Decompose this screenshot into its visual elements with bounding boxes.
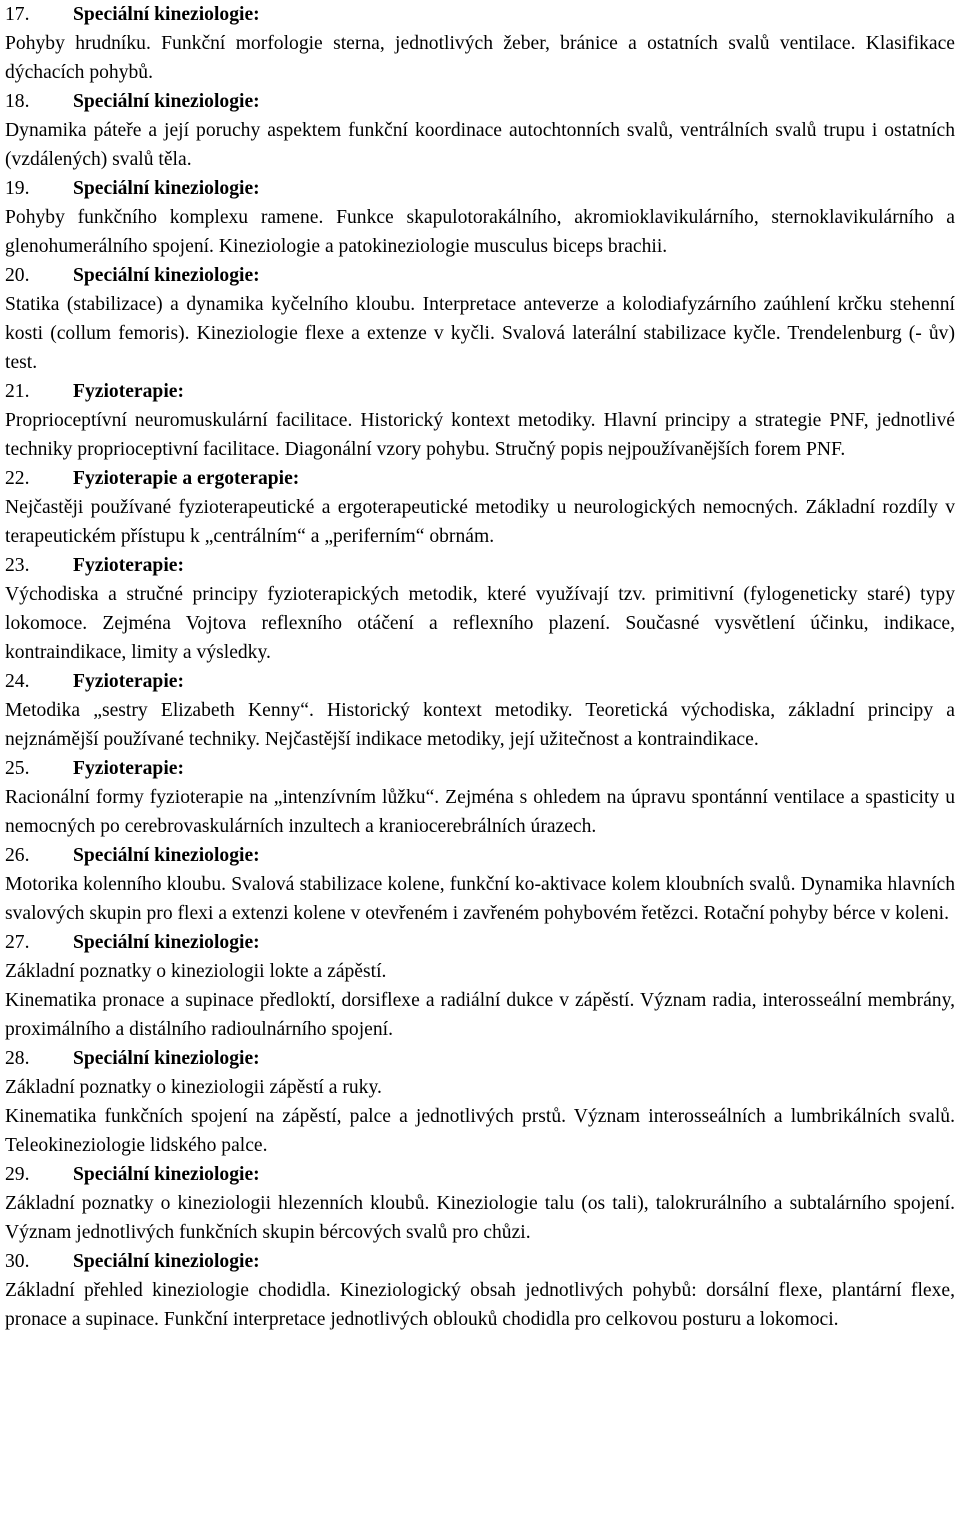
topic-description: Základní poznatky o kineziologii hlezenních kloubů. Kineziologie talu (os tali), talokrurálního a subtalárního spojení. Význam jednotlivých funkčních skupin bércových svalů pro chůzi.: [5, 1193, 955, 1243]
topic-title: Speciální kineziologie:: [73, 4, 260, 25]
topic-item: [5, 928, 955, 1044]
topic-number: 30.: [5, 1251, 30, 1272]
topic-description: Motorika kolenního kloubu. Svalová stabilizace kolene, funkční ko-aktivace kolem kloubních svalů. Dynamika hlavních svalových skupin pro flexi a extenzi kolene v otevřeném i zavřeném pohybovém řetězci. Rotační pohyby bérce v koleni.: [5, 874, 955, 924]
topic-heading: [5, 841, 955, 870]
topic-heading: [5, 464, 955, 493]
topic-description: Základní poznatky o kineziologii zápěstí a ruky.: [5, 1077, 382, 1098]
topic-description: Základní přehled kineziologie chodidla. Kineziologický obsah jednotlivých pohybů: dorsální flexe, plantární flexe, pronace a supinace. Funkční interpretace jednotlivých oblouků chodidla pro celkovou posturu a lokomoci.: [5, 1280, 955, 1330]
topic-item: [5, 261, 955, 377]
topic-number: 17.: [5, 4, 30, 25]
topic-description: Statika (stabilizace) a dynamika kyčelního kloubu. Interpretace anteverze a kolodiafyzárního zaúhlení krčku stehenní kosti (collum femoris). Kineziologie flexe a extenze v kyčli. Svalová laterální stabilizace kyčle. Trendelenburg (- ův) test.: [5, 294, 955, 373]
topic-item: [5, 0, 955, 87]
topic-heading: [5, 1160, 955, 1189]
topic-title: Fyzioterapie:: [73, 671, 184, 692]
topic-item: [5, 841, 955, 928]
topic-number: 26.: [5, 845, 30, 866]
topic-title: Fyzioterapie:: [73, 381, 184, 402]
topic-title: Speciální kineziologie:: [73, 178, 260, 199]
topic-description: Pohyby hrudníku. Funkční morfologie sterna, jednotlivých žeber, bránice a ostatních svalů ventilace. Klasifikace dýchacích pohybů.: [5, 33, 955, 83]
topic-heading: [5, 928, 955, 957]
topic-number: 19.: [5, 178, 30, 199]
topic-title: Fyzioterapie:: [73, 555, 184, 576]
topic-heading: [5, 377, 955, 406]
topic-item: [5, 87, 955, 174]
topic-number: 28.: [5, 1048, 30, 1069]
topic-description: Kinematika funkčních spojení na zápěstí, palce a jednotlivých prstů. Význam interosseálních a lumbrikálních svalů. Teleokineziologie lidského palce.: [5, 1106, 955, 1156]
topic-heading: [5, 754, 955, 783]
topic-heading: [5, 87, 955, 116]
topic-item: [5, 1247, 955, 1334]
topic-number: 27.: [5, 932, 30, 953]
topic-item: [5, 174, 955, 261]
topic-title: Fyzioterapie:: [73, 758, 184, 779]
topic-description: Základní poznatky o kineziologii lokte a zápěstí.: [5, 961, 387, 982]
topic-description: Pohyby funkčního komplexu ramene. Funkce skapulotorakálního, akromioklavikulárního, sternoklavikulárního a glenohumerálního spojení. Kineziologie a patokineziologie musculus biceps brachii.: [5, 207, 955, 257]
topic-heading: [5, 1044, 955, 1073]
topic-heading: [5, 261, 955, 290]
topic-title: Speciální kineziologie:: [73, 1251, 260, 1272]
topic-title: Speciální kineziologie:: [73, 91, 260, 112]
topic-description: Dynamika páteře a její poruchy aspektem funkční koordinace autochtonních svalů, ventrálních svalů trupu i ostatních (vzdálených) svalů těla.: [5, 120, 955, 170]
topic-item: [5, 754, 955, 841]
topic-item: [5, 464, 955, 551]
topic-title: Speciální kineziologie:: [73, 265, 260, 286]
topic-item: [5, 1044, 955, 1160]
topic-number: 22.: [5, 468, 30, 489]
topic-number: 23.: [5, 555, 30, 576]
topic-number: 25.: [5, 758, 30, 779]
topic-heading: [5, 1247, 955, 1276]
topic-heading: [5, 667, 955, 696]
topic-description: Východiska a stručné principy fyzioterapických metodik, které využívají tzv. primitivní (fylogeneticky staré) typy lokomoce. Zejména Vojtova reflexního otáčení a reflexního plazení. Současné vysvětlení účinku, indikace, kontraindikace, limity a výsledky.: [5, 584, 955, 663]
topic-title: Speciální kineziologie:: [73, 1048, 260, 1069]
topic-heading: [5, 174, 955, 203]
topic-heading: [5, 0, 955, 29]
topic-item: [5, 377, 955, 464]
topic-number: 21.: [5, 381, 30, 402]
topic-description: Metodika „sestry Elizabeth Kenny“. Historický kontext metodiky. Teoretická východiska, základní principy a nejznámější používané techniky. Nejčastější indikace metodiky, její užitečnost a kontraindikace.: [5, 700, 955, 750]
topic-number: 29.: [5, 1164, 30, 1185]
topic-number: 24.: [5, 671, 30, 692]
topic-description: Racionální formy fyzioterapie na „intenzívním lůžku“. Zejména s ohledem na úpravu spontánní ventilace a spasticity u nemocných po cerebrovaskulárních inzultech a kraniocerebrálních úrazech.: [5, 787, 955, 837]
topic-description: Nejčastěji používané fyzioterapeutické a ergoterapeutické metodiky u neurologických nemocných. Základní rozdíly v terapeutickém přístupu k „centrálním“ a „periferním“ obrnám.: [5, 497, 955, 547]
topic-item: [5, 551, 955, 667]
topic-title: Fyzioterapie a ergoterapie:: [73, 468, 300, 489]
topic-heading: [5, 551, 955, 580]
topic-item: [5, 1160, 955, 1247]
topic-number: 20.: [5, 265, 30, 286]
topic-item: [5, 667, 955, 754]
topic-title: Speciální kineziologie:: [73, 845, 260, 866]
topic-title: Speciální kineziologie:: [73, 932, 260, 953]
topic-number: 18.: [5, 91, 30, 112]
topic-description: Proprioceptívní neuromuskulární facilitace. Historický kontext metodiky. Hlavní principy a strategie PNF, jednotlivé techniky proprioceptivní facilitace. Diagonální vzory pohybu. Stručný popis nejpoužívanějších forem PNF.: [5, 410, 955, 460]
topic-title: Speciální kineziologie:: [73, 1164, 260, 1185]
topic-description: Kinematika pronace a supinace předloktí, dorsiflexe a radiální dukce v zápěstí. Význam radia, interosseální membrány, proximálního a distálního radioulnárního spojení.: [5, 990, 955, 1040]
